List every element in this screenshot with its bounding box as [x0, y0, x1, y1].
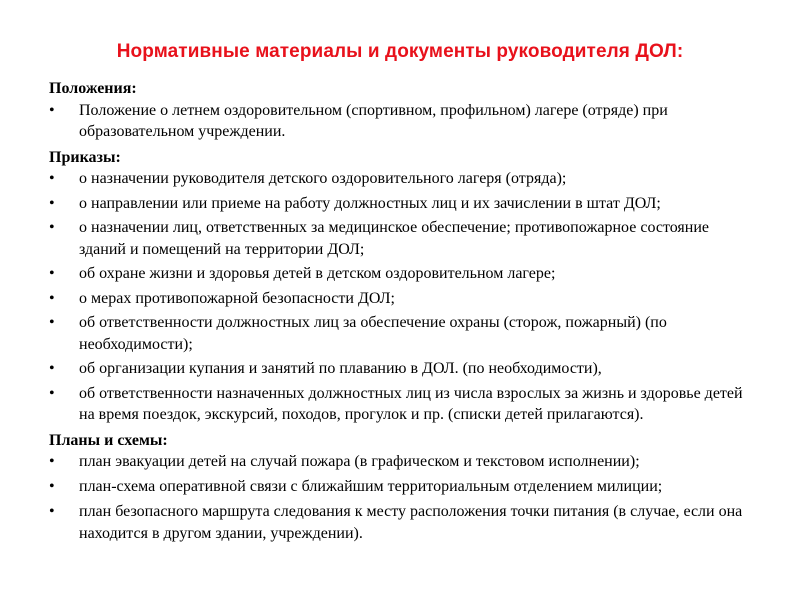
list-item-text: план безопасного маршрута следования к месту расположения точки питания (в случае, если она находится в другом здании, учреждении). [79, 503, 743, 542]
list-item [49, 501, 759, 544]
bullet-icon: • [49, 170, 55, 187]
list-item-text: о направлении или приеме на работу должностных лиц и их зачислении в штат ДОЛ; [79, 194, 661, 212]
list-item [49, 383, 759, 426]
list-item-text: о назначении лиц, ответственных за медицинское обеспечение; противопожарное состояние зданий и помещений на территории ДОЛ; [79, 219, 710, 258]
section-orders [49, 147, 759, 426]
plans-list [49, 451, 759, 544]
list-item [49, 168, 759, 190]
list-item-text: об охране жизни и здоровья детей в детском оздоровительном лагере; [79, 265, 556, 282]
section-heading: Планы и схемы: [49, 431, 168, 449]
list-item-text: Положение о летнем оздоровительном (спортивном, профильном) лагере (отряде) при образовательном учреждении. [79, 101, 668, 140]
bullet-icon: • [49, 478, 55, 495]
list-item [49, 263, 759, 285]
section-plans-and-schemes [49, 430, 759, 545]
list-item [49, 288, 759, 310]
list-item [49, 217, 759, 260]
list-item-text: об ответственности назначенных должностных лиц из числа взрослых за жизнь и здоровье детей на время поездок, экскурсий, походов, прогулок и пр. (списки детей прилагаются). [79, 384, 743, 423]
section-regulations [49, 78, 759, 143]
list-item-text: о мерах противопожарной безопасности ДОЛ; [79, 289, 395, 307]
list-item [49, 451, 759, 473]
list-item-text: об организации купания и занятий по плаванию в ДОЛ. (по необходимости), [79, 360, 602, 377]
list-item-text: план-схема оперативной связи с ближайшим территориальным отделением милиции; [79, 478, 663, 495]
list-item [49, 358, 759, 380]
list-item [49, 193, 759, 215]
document-body [49, 78, 759, 548]
section-heading: Приказы: [49, 148, 121, 166]
list-item-text: об ответственности должностных лиц за обеспечение охраны (сторож, пожарный) (по необходимости); [79, 314, 667, 353]
bullet-icon: • [49, 219, 55, 236]
bullet-icon: • [49, 360, 55, 377]
list-item [49, 312, 759, 355]
list-item [49, 100, 759, 143]
list-item [49, 476, 759, 498]
regulations-list [49, 100, 759, 143]
bullet-icon: • [49, 289, 55, 307]
bullet-icon: • [49, 384, 55, 402]
bullet-icon: • [49, 314, 55, 331]
bullet-icon: • [49, 453, 55, 470]
page-title: Нормативные материалы и документы руководителя ДОЛ: [116, 41, 684, 62]
section-heading: Положения: [49, 80, 137, 97]
bullet-icon: • [49, 194, 55, 212]
orders-list [49, 168, 759, 426]
bullet-icon: • [49, 503, 55, 520]
list-item-text: о назначении руководителя детского оздоровительного лагеря (отряда); [79, 170, 567, 187]
bullet-icon: • [49, 101, 55, 119]
list-item-text: план эвакуации детей на случай пожара (в графическом и текстовом исполнении); [79, 453, 640, 470]
bullet-icon: • [49, 265, 55, 282]
